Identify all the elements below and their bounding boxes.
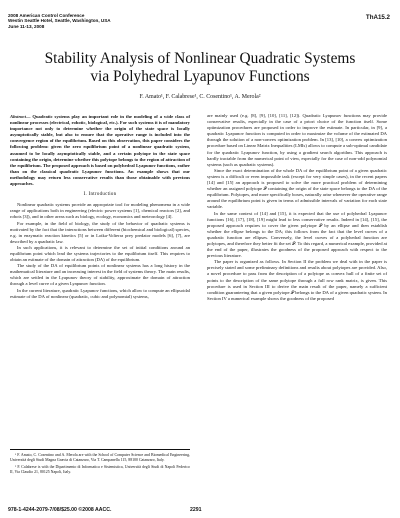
intro-paragraph-5: In the current literature, quadratic Lyapunov functions, which allow to compute an ellipsoidal estimate of the DA of nonlinear (quadratic, cubic and polynomial) systems, — [10, 287, 190, 299]
conference-dates: June 11-13, 2008 — [8, 23, 45, 29]
footnote-2: ² F. Calabrese is with the Dipartimento di Informatica e Sistemistica, Università degli Studi di Napoli Federico II, Via Claudio 21, 80125 Napoli, Italy. — [10, 465, 190, 474]
intro-paragraph-2: For example, in the field of biology, the study of the behavior of quadratic systems is motivated by the fact that the interactions between different (biochemical and biological) species, e.g. in enzymatic reaction kinetics [5] or in Lotka-Volterra prey predator models [6], [7], are described by a quadratic law. — [10, 220, 190, 244]
footnote-1: ¹ F. Amato, C. Cosentino and A. Merola are with the School of Computer Science and Biomedical Engineering, Università degli Studi Magna Græcia di Catanzaro, Via T. Campanella 115, 88100 Catanzaro, Italy. — [10, 453, 190, 462]
abstract — [10, 114, 190, 187]
conference-header — [8, 13, 111, 29]
right-column — [207, 113, 387, 302]
intro-paragraph-4: The study of the DA of equilibrium points of nonlinear systems has a long history in the mathematical literature and an increasing interest in the field of systems theory. The main results, which are settled in the Lyapunov theory of stability, approximate the domain of attraction through a level curve of a given Lyapunov function. — [10, 263, 190, 287]
session-code: ThA15.2 — [365, 14, 390, 21]
abstract-label: Abstract — [10, 114, 26, 119]
conference-name: 2008 American Control Conference — [8, 13, 85, 18]
intro-paragraph-3: In such applications, it is relevant to determine the set of initial conditions around an equilibrium point which lead the systems trajectories to the equilibrium itself. This requires to obtain an estimate of the domain of attraction (DA) of the equilibrium. — [10, 244, 190, 263]
right-paragraph-4: The paper is organized as follows. In Section II the problem we deal with in the paper is precisely stated and some preliminary definitions and results about polytopes are provided. Also, a novel procedure to pass from the description of a polytope as convex hull of a finite set of points to the description of the same polytope through a full row rank matrix, is given. This procedure is used in Section III to derive the main result of the paper, namely a sufficient condition guaranteeing that a given polytope 𝒫 belongs to the DA of a given quadratic system. In Section IV a numerical example shows the goodness of the proposed — [207, 259, 387, 301]
intro-paragraph-1: Nonlinear quadratic systems provide an appropriate tool for modeling phenomena in a wide range of applications both in engineering (electric power systems [1], chemical reactors [2], and robots [3]), and in other areas such as biology, ecology, economics and meteorology [4]. — [10, 202, 190, 220]
right-paragraph-3: In the same context of [14] and [15], it is expected that the use of polyhedral Lyapunov functions [16], [17], [18], [19] might lead to less conservative results. Indeed in [14], [15], the proposed approach requires to cover the given polytope 𝒫 by an ellipse and then establish whether the ellipse belongs to the DA; this follows from the fact that the level curves of a quadratic function are ellipses. Conversely, the level curves of a polyhedral function are polytopes, and therefore they better fit the set 𝒫. To this regard, a numerical example, provided at the end of the paper, illustrates the goodness of the proposed approach with respect to the previous literature. — [207, 210, 387, 259]
isbn-copyright: 978-1-4244-2079-7/08/$25.00 ©2008 AACC. — [8, 507, 112, 513]
section-heading-introduction: I. Introduction — [83, 192, 117, 198]
author-list: F. Amato¹, F. Calabrese¹, C. Cosentino¹, A. Merola² — [139, 94, 261, 100]
paper-title — [0, 50, 400, 86]
page-number: 2291 — [190, 507, 202, 513]
conference-venue: Westin Seattle Hotel, Seattle, Washington, USA — [8, 18, 111, 24]
footnotes — [10, 449, 190, 477]
abstract-text: — Quadratic systems play an important role in the modeling of a wide class of nonlinear processes (electrical, robotic, biological, etc.). For such systems it is of mandatory importance not only to determine whether the origin of the state space is locally asymptotically stable, but also to ensure that the operative range is included into the convergence region of the equilibrium. Based on this observation, this paper considers the following problem: given the zero equilibrium point of a nonlinear quadratic system, assumed to be locally asymptotically stable, and a certain polytope in the state space containing the origin, determine whether this polytope belongs to the region of attraction of the equilibrium. The proposed approach is based on polyhedral Lyapunov functions, rather than on the classical quadratic Lyapunov functions. An example shows that our methodology may return less conservative results than those obtainable with previous approaches. — [10, 114, 190, 187]
title-line-1: Stability Analysis of Nonlinear Quadratic Systems — [44, 50, 356, 67]
right-paragraph-1: are mainly used (e.g. [8], [9], [10], [11], [12]). Quadratic Lyapunov functions may provide conservative results, especially in the case of a priori choice of the function itself. Some optimization procedures are proposed in order to improve the estimate. In particular, in [9], a quadratic Lyapunov function is computed in order to maximize the volume of the estimated DA through the solution of a non-convex optimization problem. In [13], [10], a convex optimization procedure based on Linear Matrix Inequalities (LMIs) allows to compute a sub-optimal candidate for the quadratic Lyapunov function, by using a gradient search algorithm. This approach is hardly tractable from the numerical point of view, especially for the case of non-odd polynomial systems (such as quadratic systems). — [207, 113, 387, 167]
left-column — [10, 114, 190, 300]
right-paragraph-2: Since the exact determination of the whole DA of the equilibrium point of a given quadratic system is a difficult or even impossible task (except for very simple cases), in the recent papers [14] and [15] an approach is proposed to solve the more practical problem of determining whether an assigned polytope 𝒫 containing the origin of the state space belongs to the DA of the equilibrium. Polytopes, and more specifically boxes, naturally arise whenever the operative range around the equilibrium point is given in terms of admissible intervals of variation for each state variable. — [207, 167, 387, 210]
title-line-2: via Polyhedral Lyapunov Functions — [90, 68, 310, 85]
